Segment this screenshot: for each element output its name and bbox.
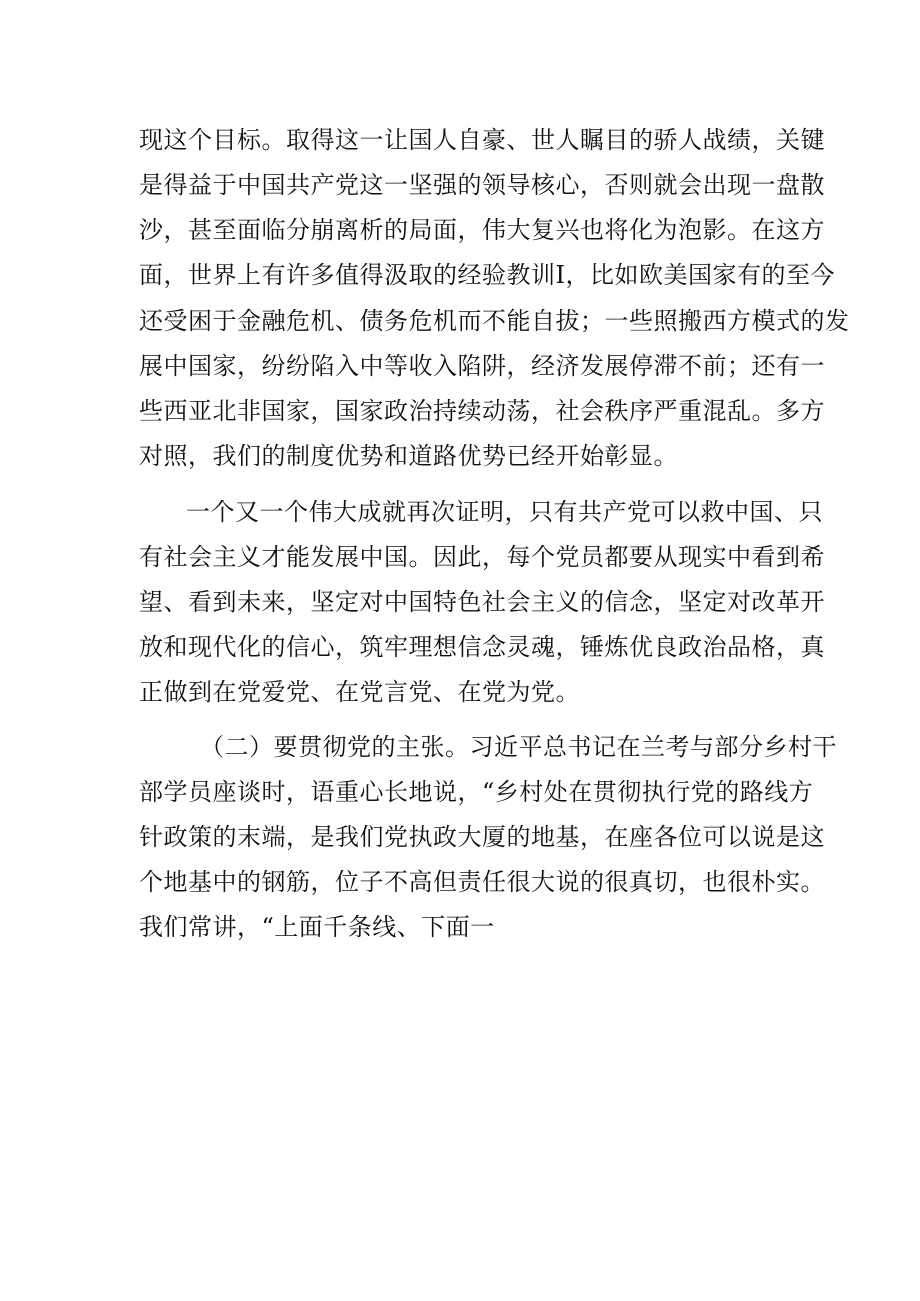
paragraph-1-line-5: 还受困于金融危机、债务危机而不能自拔；一些照搬西方模式的发 bbox=[139, 307, 850, 335]
paragraph-1-line-1: 现这个目标。取得这一让国人自豪、世人瞩目的骄人战绩，关键 bbox=[139, 126, 825, 154]
paragraph-3-line-4: 个地基中的钢筋，位子不高但责任很大说的很真切，也很朴实。 bbox=[139, 868, 825, 896]
paragraph-2-line-2: 有社会主义才能发展中国。因此，每个党员都要从现实中看到希 bbox=[139, 543, 825, 571]
paragraph-3-line-5: 我们常讲，“上面千条线、下面一 bbox=[139, 913, 495, 941]
paragraph-1-line-8: 对照，我们的制度优势和道路优势已经开始彰显。 bbox=[139, 442, 678, 470]
paragraph-2-line-5: 正做到在党爱党、在党言党、在党为党。 bbox=[139, 678, 580, 706]
paragraph-1-line-2: 是得益于中国共产党这一坚强的领导核心，否则就会出现一盘散 bbox=[139, 171, 825, 199]
paragraph-1-line-6: 展中国家，纷纷陷入中等收入陷阱，经济发展停滞不前；还有一 bbox=[139, 352, 825, 380]
paragraph-3-line-1: （二）要贯彻党的主张。习近平总书记在兰考与部分乡村干 bbox=[200, 733, 837, 761]
paragraph-1-line-3: 沙，甚至面临分崩离析的局面，伟大复兴也将化为泡影。在这方 bbox=[139, 216, 825, 244]
paragraph-2-line-4: 放和现代化的信心，筑牢理想信念灵魂，锤炼优良政治品格，真 bbox=[139, 633, 825, 661]
paragraph-1-line-7: 些西亚北非国家，国家政治持续动荡，社会秩序严重混乱。多方 bbox=[139, 397, 825, 425]
paragraph-3-line-3: 针政策的末端，是我们党执政大厦的地基，在座各位可以说是这 bbox=[139, 823, 825, 851]
paragraph-2-line-1: 一个又一个伟大成就再次证明，只有共产党可以救中国、只 bbox=[186, 498, 823, 526]
paragraph-3-line-2: 部学员座谈时，语重心长地说，“乡村处在贯彻执行党的路线方 bbox=[139, 778, 814, 806]
paragraph-2-line-3: 望、看到未来，坚定对中国特色社会主义的信念，坚定对改革开 bbox=[139, 588, 825, 616]
paragraph-1-line-4: 面，世界上有许多值得汲取的经验教训I，比如欧美国家有的至今 bbox=[139, 261, 835, 289]
